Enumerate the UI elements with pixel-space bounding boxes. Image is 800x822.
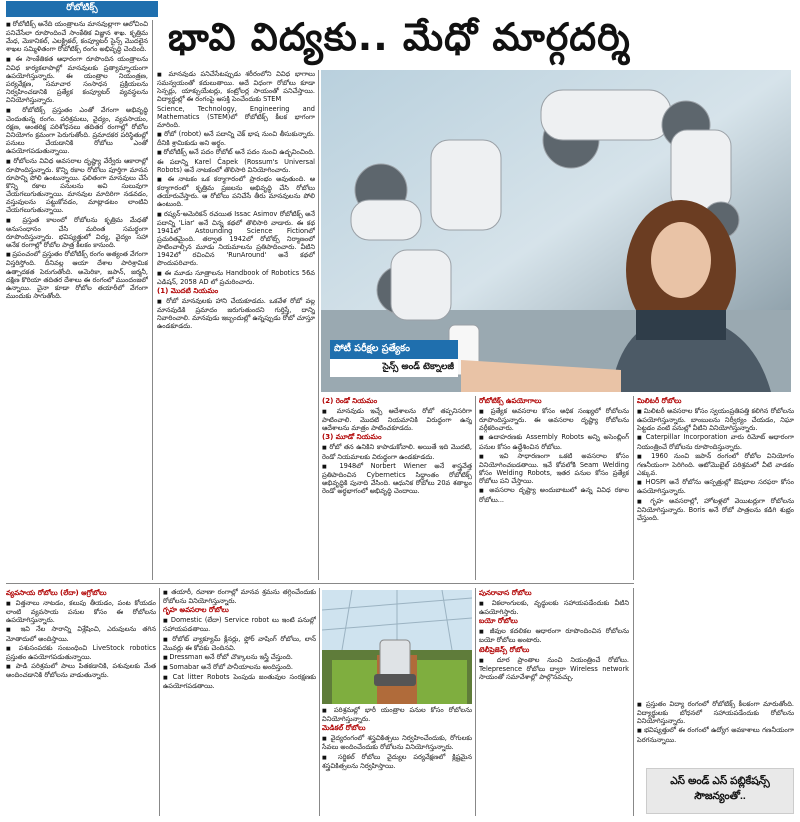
- rule2-title: (2) రెండో నియమం: [322, 397, 378, 405]
- col1-paragraph: ■ ప్రపంచంలో ప్రస్తుతం రోబోటిక్స్ రంగం అత్యంత వేగంగా విస్తరిస్తోంది. దీనివల్ల ఆయా దేశాల పారిశ్రామిక ఉత్పాదకత పెరుగుతోంది. అమెరికా, జపాన్, జర్మనీ, దక్షిణ కొరియా తదితర దేశాలు ఈ రంగంలో ముందంజలో ఉన్నాయి. చైనా కూడా రోబోల తయారీలో వేగంగా ముందుకు సాగుతోంది.: [6, 250, 148, 300]
- col4-paragraph: ■ ఉదాహరణకు Assembly Robots అన్ని అసెంబ్లింగ్ పనుల కోసం ఉద్దేశించిన రోబోలు.: [479, 433, 629, 450]
- col4-paragraph: ■ ప్రత్యేక అవసరాల కోసం అధిక సంఖ్యలో రోబోలను రూపొందిస్తున్నారు. ఈ అవసరాల దృష్ట్యా రోబోలను వర్గీకరించారు.: [479, 407, 629, 432]
- lower2-paragraph: ■ Dressman అనే రోబో చొక్కాలను ఇస్త్రీ చేస్తుంది.: [163, 653, 316, 662]
- rule1-title: (1) మొదటి నియమం: [157, 286, 219, 295]
- caption-series: పోటీ పరీక్షల ప్రత్యేకం: [330, 340, 458, 359]
- col5-paragraph: ■ Caterpillar Incorporation వారు రిమోట్ ఆధారంగా నియంత్రించే రోబోలను రూపొందిస్తున్నారు.: [637, 433, 794, 450]
- lower2-paragraph: ■ Domestic (లేదా) Service robot లు ఇంటి పనుల్లో సహాయపడతాయి.: [163, 616, 316, 633]
- greenhouse-robot-photo: [322, 590, 472, 704]
- column-2: [157, 70, 315, 580]
- col5-paragraph: ■ 1960 నుంచి జపాన్ రంగంలో రోబోల వినియోగం గణనీయంగా పెరిగింది. ఆటోమొబైల్ పరిశ్రమలో వీటి వాడకం ఎక్కువ.: [637, 452, 794, 477]
- col1-paragraph: ■ ఈ సాంకేతికత ఆధారంగా రూపొందిన యంత్రాలను వివిధ కార్యకలాపాల్లో మానవులకు ప్రత్యామ్నాయంగా ఉపయోగిస్తున్నారు. ఈ యంత్రాల నియంత్రణ, పర్యవేక్షణ, సమాచార సంసాధన ప్రక్రియలను నిర్వహించడానికి ప్రత్యేక కంప్యూటర్ వ్యవస్థలను వినియోగిస్తున్నారు.: [6, 55, 148, 105]
- col2-paragraph: ■ మానవుడు పనిచేసేటప్పుడు శరీరంలోని వివిధ భాగాలు సమన్వయంతో కదులుతాయి. అదే విధంగా రోబోలు కూడా సెన్సర్లు, యాక్చుయేటర్లు, కంట్రోలర్ల సాయంతో పనిచేస్తాయి. విద్యార్థుల్లో ఈ రంగంపై ఆసక్తి పెంచేందుకు STEM: [157, 70, 315, 104]
- divider: [6, 583, 634, 584]
- lower4-title: టెలీప్రెజెన్స్ రోబోలు: [479, 645, 530, 654]
- divider: [475, 396, 476, 580]
- lower-column-5: [637, 700, 794, 762]
- lower4-paragraph: ■ దూర ప్రాంతాల నుంచి నియంత్రించే రోబోలు. Telepresence రోబోలు ద్వారా Wireless network సాయంతో సమావేశాల్లో పాల్గొనవచ్చు.: [479, 656, 629, 681]
- lower-column-3: [322, 706, 472, 816]
- credit-line-2: సౌజన్యంతో..: [694, 790, 746, 802]
- lower-column-1: [6, 588, 156, 816]
- col4-paragraph: ■ ఇవి సాధారణంగా ఒకటి అవసరాల కోసం వినియోగించబడతాయి. ఇవే కోవలోకి Seam Welding కోసం Welding Robots, ఇతర పనుల కోసం ప్రత్యేక రోబోలు పని చేస్తాయి.: [479, 452, 629, 486]
- column-3: [322, 396, 472, 580]
- divider: [152, 20, 153, 580]
- lower4-title: పునరావాస రోబోలు: [479, 589, 532, 597]
- lower5-paragraph: ■ భవిష్యత్తులో ఈ రంగంలో ఉద్యోగ అవకాశాలు గణనీయంగా పెరగనున్నాయి.: [637, 726, 794, 743]
- divider: [319, 588, 320, 816]
- divider: [318, 70, 319, 580]
- col4-title: రోబోటిక్స్ ఉపయోగాలు: [479, 397, 542, 405]
- col4-paragraph: ■ అవసరాల దృష్ట్యా అందుబాటులో ఉన్న వివిధ రకాల రోబోలు...: [479, 486, 629, 503]
- photo-caption: [330, 340, 458, 377]
- rule2-text: ■ మానవుడు ఇచ్చే ఆదేశాలను రోబో తప్పనిసరిగా పాటించాలి. మొదటి నియమానికి విరుద్ధంగా ఉన్న ఆదేశాలను మాత్రం పాటించకూడదు.: [322, 407, 472, 432]
- col5-title: మిలిటరీ రోబోలు: [637, 397, 682, 405]
- lower3-title: మెడికల్ రోబోలు: [322, 724, 366, 733]
- section-tag: రోబోటిక్స్: [6, 1, 158, 17]
- lower3-paragraph: ■ సర్జికల్ రోబోలు వైద్యుల పర్యవేక్షణలో క్లిష్టమైన శస్త్రచికిత్సలను నిర్వహిస్తాయి.: [322, 753, 472, 770]
- agri-paragraph: ■ పశుసంపదకు సంబంధించి LiveStock robotics ప్రస్తుతం ఉపయోగపడుతున్నాయి.: [6, 644, 156, 661]
- lower3-paragraph: ■ వైద్యరంగంలో శస్త్రచికిత్సలు నిర్వహించేందుకు, రోగులకు సేవలు అందించేందుకు రోబోలను వినియోగిస్తున్నారు.: [322, 734, 472, 751]
- col5-paragraph: ■ HOSPI అనే రోబోను ఆస్పత్రుల్లో ఔషధాల సరఫరా కోసం ఉపయోగిస్తున్నారు.: [637, 478, 794, 495]
- lower-column-2: [163, 588, 316, 816]
- rule3-text: ■ రోబో తన ఉనికిని కాపాడుకోవాలి. అయితే ఇది మొదటి, రెండో నియమాలకు విరుద్ధంగా ఉండకూడదు.: [322, 443, 472, 460]
- col2-paragraph: ■ రోబోటిక్స్ అనే పదం రోబోట్ అనే పదం నుంచి ఉద్భవించింది. ఈ పదాన్ని Karel Čapek (Rossum's Universal Robots) అనే నాటకంలో తొలిసారి వినియోగించారు.: [157, 148, 315, 173]
- column-4: [479, 396, 629, 580]
- divider: [475, 588, 476, 816]
- col1-paragraph: ■ రోబోటిక్స్ ప్రస్తుతం ఎంతో వేగంగా అభివృద్ధి చెందుతున్న రంగం. పరిశ్రమలు, వైద్యం, వ్యవసాయం, రక్షణ, అంతరిక్ష పరిశోధనలు తదితర రంగాల్లో రోబోల వినియోగం క్రమంగా పెరుగుతోంది. ప్రమాదకర పరిస్థితుల్లో పనులు చేయడానికి రోబోలు ఎంతో ఉపయోగపడుతున్నాయి.: [6, 106, 148, 156]
- credit-line-1: ఎస్ అండ్ ఎస్ పబ్లికేషన్స్: [670, 775, 770, 787]
- col1-paragraph: ■ రోబోటిక్స్ అనేది యంత్రాలను మానవుల్లాగా ఆలోచించి పనిచేసేలా రూపొందించే సాంకేతిక విజ్ఞాన శాఖ. కృత్రిమ మేధ, మెకానికల్, ఎలక్ట్రికల్, కంప్యూటర్ సైన్స్ మొదలైన శాఖల సమ్మిళితంగా రోబోటిక్స్ రంగం అభివృద్ధి చెందింది.: [6, 20, 148, 54]
- rule3-title: (3) మూడో నియమం: [322, 433, 382, 442]
- lower4-paragraph: ■ జీవుల కదలికల ఆధారంగా రూపొందించిన రోబోలను బయో రోబోలు అంటారు.: [479, 627, 629, 644]
- agri-title: వ్యవసాయ రోబోలు (లేదా) ఆగ్రోబోలు: [6, 589, 107, 597]
- col2-paragraph: ■ ఈ నాటకం ఒక కర్మాగారంలో ప్రారంభం అవుతుంది. ఆ కర్మాగారంలో కృత్రిమ ప్రజలను అభివృద్ధి చేసి రోబోలు తయారుచేస్తారు. ఆ రోబోలు పనిచేసే తీరు మానవులను పోలి ఉంటుంది.: [157, 175, 315, 209]
- col5-paragraph: ■ మిలిటరీ అవసరాల కోసం స్వయంప్రతిపత్తి కలిగిన రోబోలను ఉపయోగిస్తున్నారు. బాంబులను నిర్వీర్యం చేయడం, నిఘా పెట్టడం వంటి పనుల్లో వీటిని వినియోగిస్తున్నారు.: [637, 407, 794, 432]
- caption-subject: సైన్స్ అండ్ టెక్నాలజీ: [330, 359, 458, 377]
- agri-paragraph: ■ పాడి పరిశ్రమలో పాలు పితకడానికి, పశువులకు మేత అందించడానికి రోబోలను వాడుతున్నారు.: [6, 662, 156, 679]
- headline: భావి విద్యకు.. మేధో మార్గదర్శి: [168, 15, 631, 59]
- lower2-paragraph: ■ రోబోట్ వ్యాక్యూమ్ క్లీనర్లు, ఫ్లోర్ వాషింగ్ రోబోలు, లాన్ మొవర్లు ఈ కోవకు చెందినవి.: [163, 635, 316, 652]
- agri-paragraph: ■ ఇవి నేల సారాన్ని విశ్లేషించి, ఎరువులను తగిన మోతాదులో అందిస్తాయి.: [6, 625, 156, 642]
- column-1: [6, 20, 148, 580]
- col2-paragraph: ■ రష్యన్-అమెరికన్ రచయిత Issac Asimov రోబోటిక్స్ అనే పదాన్ని 'Liar' అనే చిన్న కథలో తొలిసారి వాడారు. ఈ కథ 1941లో Astounding Science Fictionలో ప్రచురితమైంది. తర్వాత 1942లో రోబోట్స్ నిర్మాణంలో పాటించాల్సిన మూడు నియమాలను ప్రతిపాదించారు. వీటిని 1942లో రచించిన 'RunAround' అనే కథలో పొందుపరిచారు.: [157, 210, 315, 268]
- col2-paragraph: Science, Technology, Engineering and Mathematics (STEM)లో రోబోటిక్స్ కీలక భాగంగా మారింది.: [157, 104, 315, 129]
- col1-paragraph: ■ రోబోలను వివిధ అవసరాల దృష్ట్యా వేర్వేరు ఆకారాల్లో రూపొందిస్తున్నారు. కొన్ని రకాల రోబోలు పూర్తిగా మానవ రూపాన్ని పోలి ఉంటున్నాయి. ఫలితంగా మానవులు చేసే కొన్ని రకాల పనులను అవి సులువుగా చేయగలుగుతున్నాయి. మానవుల మాదిరిగా నడవడం, వస్తువులను పట్టుకోవడం, మాట్లాడటం లాంటివి చేయగలుగుతున్నాయి.: [6, 157, 148, 215]
- lower-column-4: [479, 588, 629, 816]
- rule1-text: ■ రోబో మానవులకు హాని చేయకూడదు. ఒకవేళ రోబో వల్ల మానవుడికి ప్రమాదం జరుగుతుందని గుర్తిస్తే, దాన్ని నివారించాలి. మానవుడు ఇబ్బందుల్లో ఉన్నప్పుడు రోబో చూస్తూ ఉండకూడదు.: [157, 297, 315, 331]
- divider: [633, 588, 634, 816]
- divider: [159, 588, 160, 816]
- agri-paragraph: ■ విత్తనాలు నాటడం, కలుపు తీయడం, పంట కోయడం లాంటి వ్యవసాయ పనుల కోసం ఈ రోబోలను ఉపయోగిస్తున్నారు.: [6, 599, 156, 624]
- lower2-paragraph: ■ Somabar అనే రోబో పానీయాలను అందిస్తుంది.: [163, 663, 316, 672]
- lower2-paragraph: ■ తయారీ, రవాణా రంగాల్లో మానవ శ్రమను తగ్గించేందుకు రోబోలను వినియోగిస్తున్నారు.: [163, 588, 316, 605]
- lower2-paragraph: ■ Cat litter Robots పెంపుడు జంతువుల సంరక్షణకు ఉపయోగపడతాయి.: [163, 673, 316, 690]
- publisher-credit: [646, 768, 794, 814]
- col2-paragraph: ■ రోబో (robot) అనే పదాన్ని చెక్ భాష నుంచి తీసుకున్నారు. దీనికి శ్రామికుడు అని అర్థం.: [157, 130, 315, 147]
- lower4-paragraph: ■ వికలాంగులకు, వృద్ధులకు సహాయపడేందుకు వీటిని ఉపయోగిస్తారు.: [479, 599, 629, 616]
- col2-paragraph: ■ ఈ మూడు సూత్రాలను Handbook of Robotics 56వ ఎడిషన్, 2058 AD లో ప్రచురించారు.: [157, 269, 315, 286]
- lower2-title: గృహ అవసరాల రోబోలు: [163, 606, 229, 615]
- col5-paragraph: ■ గృహ అవసరాల్లో, హోటళ్లలో వెయిటర్లుగా రోబోలను వినియోగిస్తున్నారు. Boris అనే రోబో పాత్రలను కడిగి శుభ్రం చేస్తుంది.: [637, 497, 794, 522]
- col3-extra: ■ 1948లో Norbert Wiener అనే శాస్త్రవేత్త ప్రతిపాదించిన Cybernetics సిద్ధాంతం రోబోటిక్స్ అభివృద్ధికి పునాది వేసింది. ఆధునిక రోబోలు 20వ శతాబ్దం రెండో అర్ధభాగంలో అభివృద్ధి చెందాయి.: [322, 462, 472, 496]
- lower3-paragraph: ■ పరిశ్రమల్లో భారీ యంత్రాల పనుల కోసం రోబోలను వినియోగిస్తున్నారు.: [322, 706, 472, 723]
- col1-paragraph: ■ ప్రస్తుత కాలంలో రోబోలను కృత్రిమ మేధతో అనుసంధానం చేసి మరింత సమర్థంగా రూపొందిస్తున్నారు. భవిష్యత్తులో విద్య, వైద్యం సహా అనేక రంగాల్లో రోబోల పాత్ర కీలకం కానుంది.: [6, 216, 148, 250]
- lower4-title: బయో రోబోలు: [479, 617, 518, 626]
- lower5-paragraph: ■ ప్రస్తుతం విద్యా రంగంలో రోబోటిక్స్ కీలకంగా మారుతోంది. విద్యార్థులకు బోధనలో సహాయపడేందుకు రోబోలను వినియోగిస్తున్నారు.: [637, 700, 794, 725]
- divider: [633, 396, 634, 580]
